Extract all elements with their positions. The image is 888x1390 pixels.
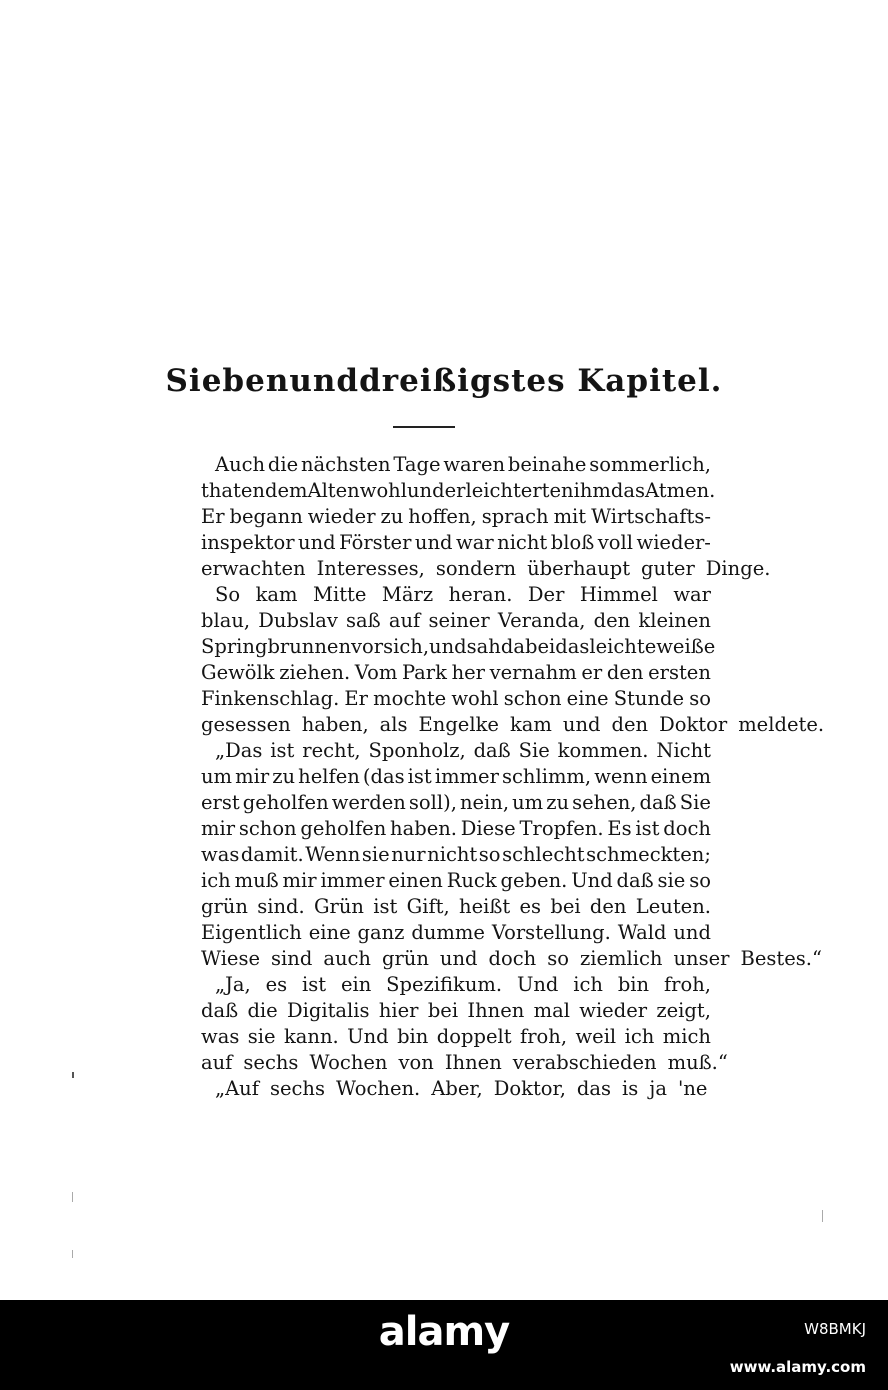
scan-mark [72, 1192, 73, 1202]
watermark-image-id: W8BMKJ [804, 1320, 866, 1338]
text-line: thaten dem Alten wohl und erleichterten ihm das Atmen. [201, 479, 716, 502]
text-line: daß die Digitalis hier bei Ihnen mal wieder zeigt, [201, 999, 711, 1022]
text-line: mir schon geholfen haben. Diese Tropfen. Es ist doch [201, 817, 711, 840]
text-line: „Das ist recht, Sponholz, daß Sie kommen. Nicht [215, 739, 711, 762]
text-line: Wiese sind auch grün und doch so ziemlich unser Bestes.“ [201, 947, 822, 970]
text-line: Auch die nächsten Tage waren beinahe sommerlich, [215, 453, 711, 476]
title-divider [393, 426, 455, 428]
scan-mark [72, 1250, 73, 1258]
text-line: grün sind. Grün ist Gift, heißt es bei den Leuten. [201, 895, 711, 918]
text-line: was damit. Wenn sie nur nicht so schlecht schmeckten; [201, 843, 711, 866]
text-line: inspektor und Förster und war nicht bloß voll wieder- [201, 531, 711, 554]
text-line: erst geholfen werden soll), nein, um zu sehen, daß Sie [201, 791, 711, 814]
text-line: blau, Dubslav saß auf seiner Veranda, den kleinen [201, 609, 711, 632]
text-line: „Ja, es ist ein Spezifikum. Und ich bin froh, [215, 973, 711, 996]
scan-mark [72, 1072, 74, 1078]
text-line: erwachten Interesses, sondern überhaupt guter Dinge. [201, 557, 771, 580]
text-line: Springbrunnen vor sich, und sah dabei das leichte weiße [201, 635, 716, 658]
text-line: Finkenschlag. Er mochte wohl schon eine Stunde so [201, 687, 711, 710]
watermark-banner [0, 1300, 888, 1390]
text-line: Er begann wieder zu hoffen, sprach mit Wirtschafts- [201, 505, 711, 528]
text-line: Gewölk ziehen. Vom Park her vernahm er den ersten [201, 661, 711, 684]
text-line: So kam Mitte März heran. Der Himmel war [215, 583, 711, 606]
text-line: was sie kann. Und bin doppelt froh, weil ich mich [201, 1025, 711, 1048]
text-line: auf sechs Wochen von Ihnen verabschieden muß.“ [201, 1051, 728, 1074]
scan-mark [822, 1210, 823, 1222]
text-line: gesessen haben, als Engelke kam und den Doktor meldete. [201, 713, 825, 736]
text-line: um mir zu helfen (das ist immer schlimm, wenn einem [201, 765, 711, 788]
watermark-logo: alamy [378, 1309, 510, 1355]
body-text [201, 452, 825, 1102]
text-line: ich muß mir immer einen Ruck geben. Und daß sie so [201, 869, 711, 892]
chapter-title: Siebenunddreißigstes Kapitel. [165, 363, 723, 399]
text-line: „Auf sechs Wochen. Aber, Doktor, das is ja 'ne [215, 1077, 708, 1100]
text-line: Eigentlich eine ganz dumme Vorstellung. Wald und [201, 921, 711, 944]
watermark-site: www.alamy.com [729, 1358, 866, 1376]
